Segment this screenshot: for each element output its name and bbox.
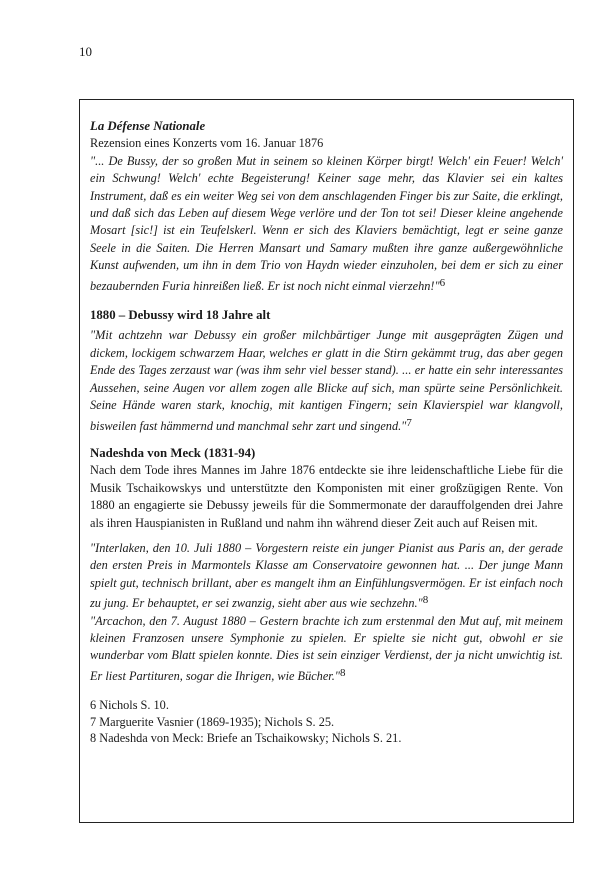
footnote-6: 6 Nichols S. 10. <box>90 698 169 713</box>
footnote-ref: 7 <box>406 416 412 429</box>
footnote-ref: 6 <box>439 276 446 289</box>
content-box <box>79 99 574 823</box>
quote-arcachon <box>90 613 563 686</box>
section-title-1880: 1880 – Debussy wird 18 Jahre alt <box>90 308 271 323</box>
quote-defense-nationale <box>90 153 563 295</box>
footnote-7: 7 Marguerite Vasnier (1869-1935); Nichols S. 25. <box>90 714 335 729</box>
quote-text: "Mit achtzehn war Debussy ein großer milchbärtiger Junge mit ausgeprägten Zügen und dickem, lockigem schwarzem Haar, welches er glatt in die Stirn gekämmt trug, das aber gegen Ende des Tages zerzaust war (was ihm sehr viel besser stand). ... er hatte ein sehr interessantes Aussehen, seine Augen vor allem zogen alle Blicke auf sich, man spürte seine Persönlichkeit. Seine Hände waren stark, knochig, mit kantigen Fingern; sein Klavierspiel war klangvoll, bisweilen fast hämmernd und manchmal sehr zart und singend." <box>90 328 563 433</box>
section-subtitle: Rezension eines Konzerts vom 16. Januar 1876 <box>90 136 324 151</box>
footnote-ref: 8 <box>422 594 429 607</box>
quote-interlaken <box>90 540 563 613</box>
page-number: 10 <box>79 44 92 59</box>
section-title-defense-nationale: La Défense Nationale <box>90 119 206 133</box>
footnote-8: 8 Nadeshda von Meck: Briefe an Tschaikowsky; Nichols S. 21. <box>90 731 402 746</box>
quote-text: "Arcachon, den 7. August 1880 – Gestern brachte ich zum erstenmal den Mut auf, mit meinem kleinen Franzosen unsere Symphonie zu spielen. Er spielte sie nicht gut, obwohl er sie wunderbar vom Blatt spielen konnte. Dies ist sein einziger Verdienst, der ja nicht unwichtig ist. Er liest Partituren, sogar die Ihrigen, wie Bücher." <box>90 613 563 683</box>
section-title-von-meck: Nadeshda von Meck (1831-94) <box>90 445 256 460</box>
footnote-ref: 8 <box>339 666 346 679</box>
quote-1880 <box>90 327 563 434</box>
body-von-meck: Nach dem Tode ihres Mannes im Jahre 1876 entdeckte sie ihre leidenschaftliche Liebe für die Musik Tschaikowskys und unterstützte den Komponisten mit einer großzügigen Rente. Von 1880 an engagierte sie Debussy jeweils für die Sommermonate der darauffolgenden drei Jahre als ihren Hauspianisten in Rußland und nahm ihn während dieser Zeit auch auf Reisen mit. <box>90 463 563 530</box>
quote-text: "... De Bussy, der so großen Mut in seinem so kleinen Körper birgt! Welch' ein Feuer! Welch' ein Schwung! Welch' echte Begeisterung! Keiner sage mehr, das Klavier sei ein kaltes Instrument, daß es ein weiter Weg sei von dem anschlagenden Finger bis zur Saite, die erklingt, und daß sich das Leben auf diesem Wege verlöre und der Ton tot sei! Dieser kleine angehende Mosart [sic!] ist ein Teufelskerl. Wenn er sich des Klaviers bemächtigt, legt er seine ganze Seele in die Saiten. Die Herren Mansart und Samary mußten ihre ganze außergewöhnliche Kunst aufwenden, um ihn in dem Trio von Haydn wieder einzuholen, bei dem er sich zu einer bezaubernden Furia hinreißen ließ. Er ist noch nicht einmal vierzehn!" <box>90 153 563 293</box>
quote-text: "Interlaken, den 10. Juli 1880 – Vorgestern reiste ein junger Pianist aus Paris an, der gerade den ersten Preis in Marmontels Klasse am Conservatoire gewonnen hat. ... Der junge Mann spielt gut, technisch brillant, aber es mangelt ihm an Einfühlungsvermögen. Er ist einfach noch zu jung. Er behauptet, er sei zwanzig, sieht aber aus wie sechzehn." <box>90 540 563 611</box>
